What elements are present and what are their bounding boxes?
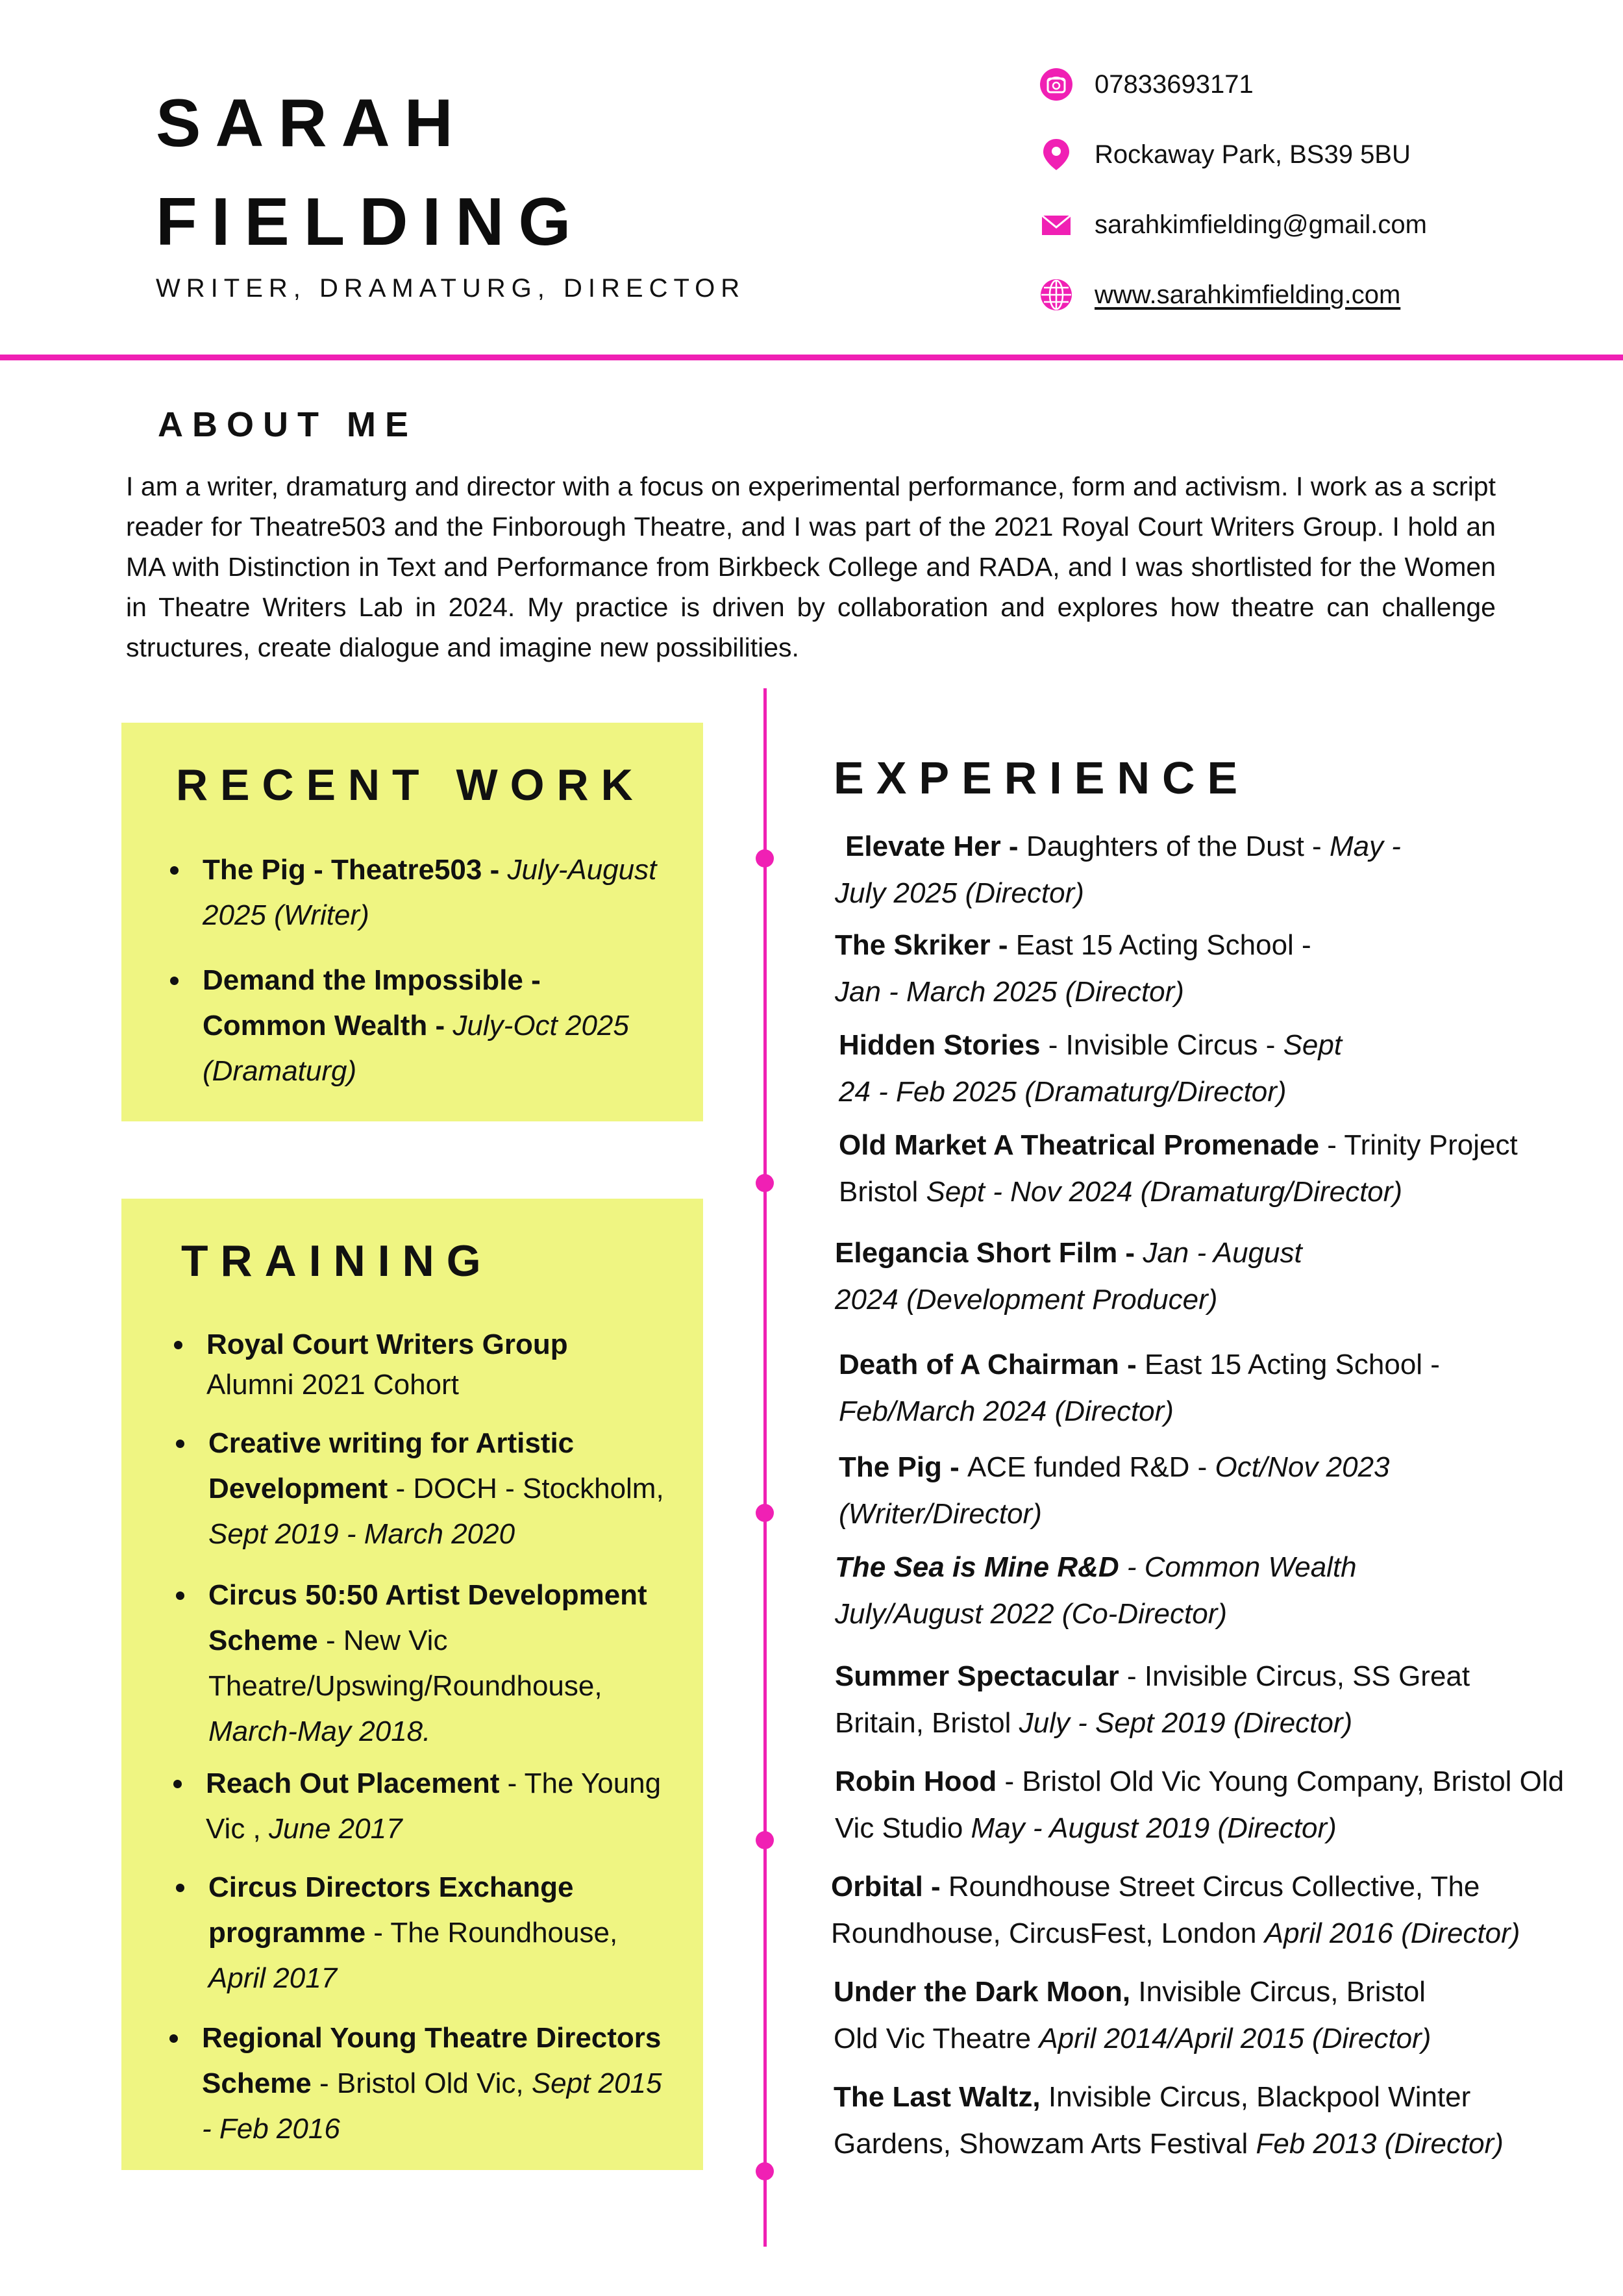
phone-number: 07833693171 [1095, 70, 1254, 99]
timeline-dot [756, 1504, 774, 1522]
timeline-dot [756, 1831, 774, 1849]
experience-item: Elegancia Short Film - Jan - August 2024 (Development Producer) [835, 1237, 1302, 1316]
first-name: SARAH [156, 86, 467, 161]
timeline-dot [756, 1174, 774, 1192]
website-link[interactable]: www.sarahkimfielding.com [1095, 281, 1401, 309]
experience-item: Orbital - Roundhouse Street Circus Collective, The Roundhouse, CircusFest, London April 2016 (Director) [831, 1871, 1520, 1949]
list-item: Regional Young Theatre Directors Scheme - Bristol Old Vic, Sept 2015 - Feb 2016 [202, 2015, 695, 2152]
list-item: Royal Court Writers Group Alumni 2021 Cohort [206, 1325, 700, 1405]
about-text: I am a writer, dramaturg and director with a focus on experimental performance, form and activism. I work as a script reader for Theatre503 and the Finborough Theatre, and I was part of the 2021 Royal Court Writers Group. I hold an MA with Distinction in Text and Performance from Birkbeck College and RADA, and I was shortlisted for the Women in Theatre Writers Lab in 2024. My practice is driven by collaboration and explores how theatre can challenge structures, create dialogue and imagine new possibilities. [126, 471, 1496, 662]
address: Rockaway Park, BS39 5BU [1095, 140, 1411, 169]
experience-item: The Sea is Mine R&D - Common Wealth July/August 2022 (Co-Director) [835, 1551, 1357, 1630]
experience-title: EXPERIENCE [834, 753, 1250, 803]
contact-address [1039, 135, 1411, 174]
globe-icon [1039, 277, 1074, 312]
experience-item: Robin Hood - Bristol Old Vic Young Company, Bristol Old Vic Studio May - August 2019 (Director) [835, 1766, 1565, 1844]
experience-item: Under the Dark Moon, Invisible Circus, Bristol Old Vic Theatre April 2014/April 2015 (Director) [834, 1976, 1431, 2054]
list-item: Reach Out Placement - The Young Vic , June 2017 [206, 1761, 699, 1852]
contact-email[interactable] [1039, 205, 1427, 244]
header-divider [0, 355, 1623, 360]
experience-item: Hidden Stories - Invisible Circus - Sept 24 - Feb 2025 (Dramaturg/Director) [839, 1029, 1343, 1108]
timeline-dot [756, 2162, 774, 2180]
timeline-line [763, 688, 767, 2247]
tagline: WRITER, DRAMATURG, DIRECTOR [156, 274, 746, 303]
training-title: TRAINING [181, 1236, 493, 1286]
experience-item: Elevate Her - Daughters of the Dust - May - July 2025 (Director) [835, 830, 1401, 909]
timeline-dot [756, 849, 774, 867]
list-item: Creative writing for Artistic Development - DOCH - Stockholm, Sept 2019 - March 2020 [208, 1421, 702, 1557]
experience-item: The Skriker - East 15 Acting School - Jan - March 2025 (Director) [835, 929, 1311, 1008]
list-item: Demand the Impossible - Common Wealth - July-Oct 2025 (Dramaturg) [203, 958, 696, 1094]
experience-item: Death of A Chairman - East 15 Acting School - Feb/March 2024 (Director) [839, 1349, 1440, 1427]
location-pin-icon [1039, 137, 1074, 172]
experience-item: Old Market A Theatrical Promenade - Trinity Project Bristol Sept - Nov 2024 (Dramaturg/Director) [839, 1129, 1518, 1208]
phone-icon [1039, 67, 1074, 102]
recent-work-panel [121, 723, 703, 1121]
list-item: Circus Directors Exchange programme - The Roundhouse, April 2017 [208, 1865, 702, 2001]
envelope-icon [1039, 207, 1074, 242]
contact-website[interactable] [1039, 275, 1400, 314]
list-item: Circus 50:50 Artist Development Scheme - New Vic Theatre/Upswing/Roundhouse, March-May 2018. [208, 1573, 702, 1754]
last-name: FIELDING [156, 184, 586, 260]
training-panel [121, 1199, 703, 2170]
experience-item: Summer Spectacular - Invisible Circus, SS Great Britain, Bristol July - Sept 2019 (Director) [835, 1660, 1470, 1739]
list-item: The Pig - Theatre503 - July-August 2025 (Writer) [203, 847, 696, 938]
contact-phone [1039, 65, 1254, 104]
email-address[interactable]: sarahkimfielding@gmail.com [1095, 210, 1427, 239]
experience-item: The Pig - ACE funded R&D - Oct/Nov 2023 (Writer/Director) [839, 1451, 1390, 1530]
recent-work-title: RECENT WORK [176, 760, 645, 810]
experience-item: The Last Waltz, Invisible Circus, Blackpool Winter Gardens, Showzam Arts Festival Feb 2013 (Director) [834, 2081, 1504, 2160]
about-title: ABOUT ME [158, 405, 417, 444]
